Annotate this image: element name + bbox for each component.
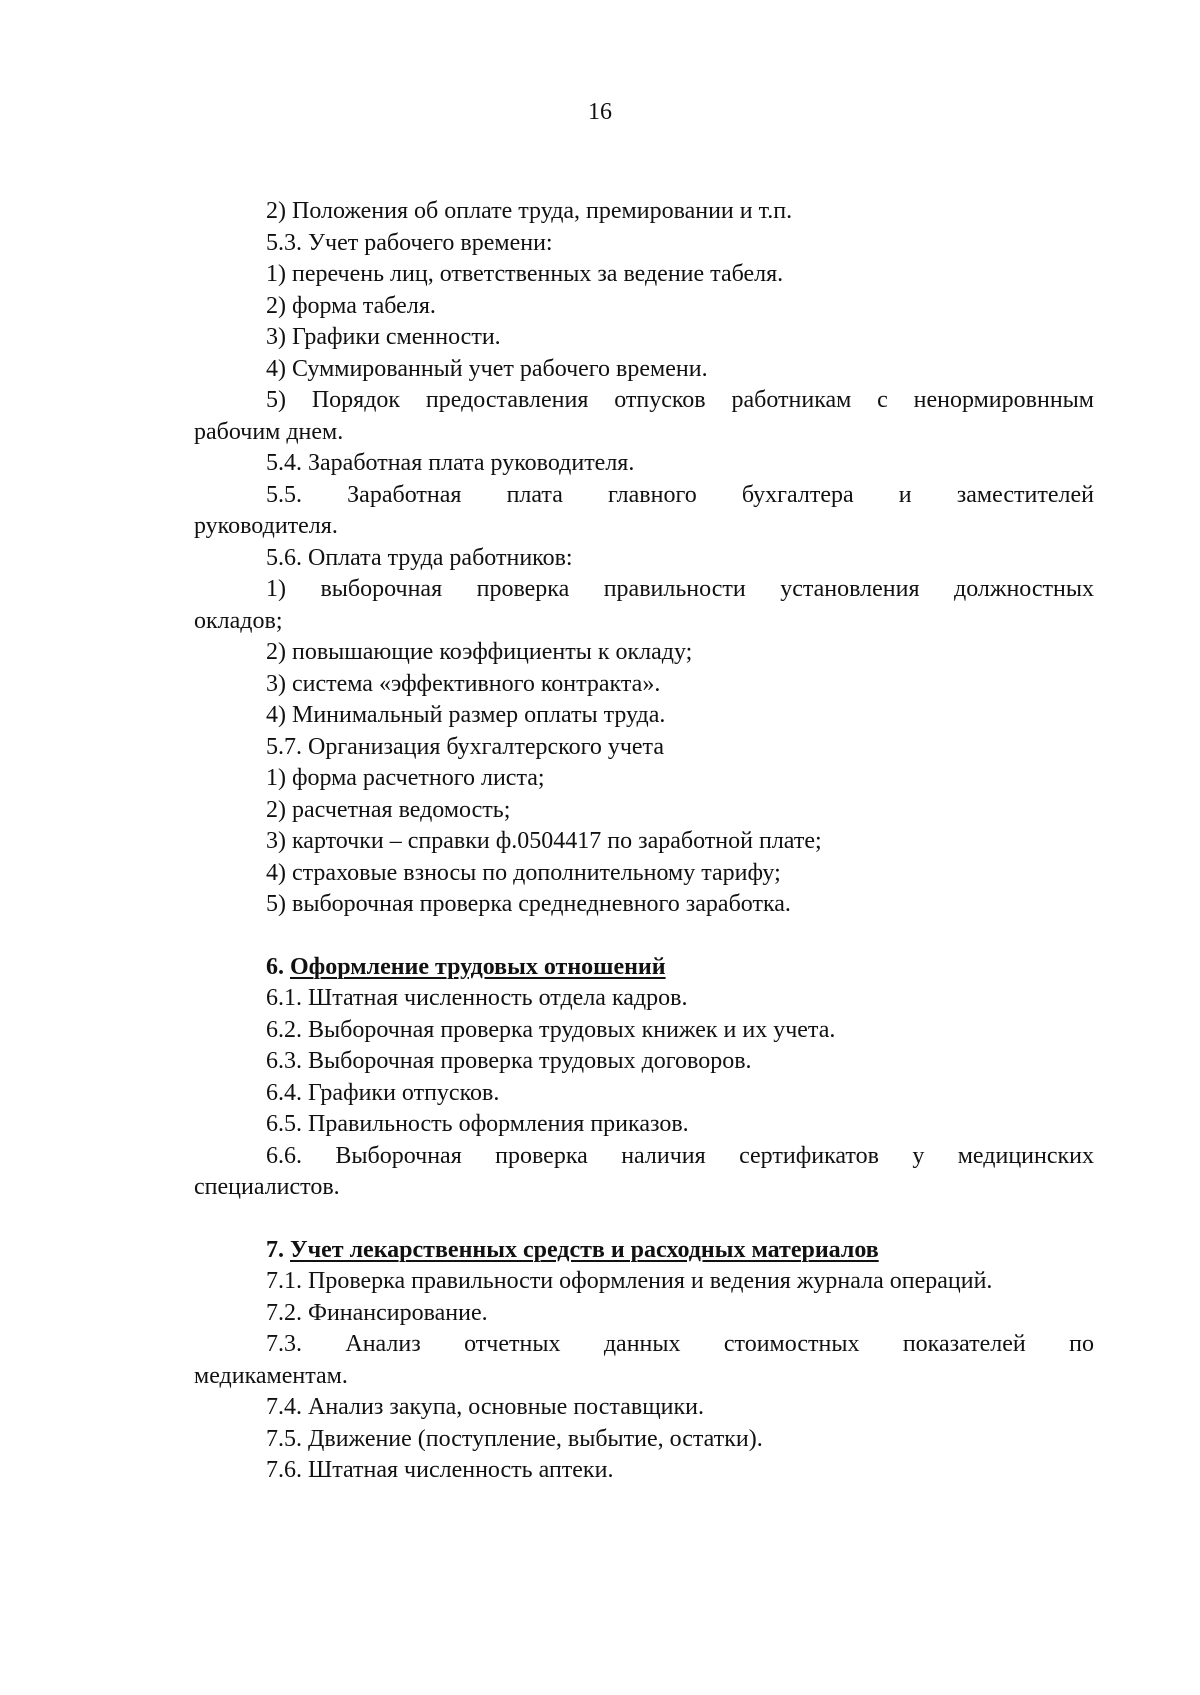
word: предоставления [425,387,589,413]
word: 5) [266,387,286,413]
list-item: 1) форма расчетного листа; [266,765,545,791]
word: Выборочная [335,1142,462,1169]
word: у [912,1142,925,1169]
word: проверка [476,576,570,602]
list-item: 2) расчетная ведомость; [266,796,511,823]
text-line: окладов; [194,607,283,634]
word: по [1069,1331,1094,1357]
word: 7.3. [266,1331,302,1357]
word: установления [780,576,920,602]
document-body [194,196,1094,1487]
list-item: 7.1. Проверка правильности оформления и ведения журнала операций. [266,1268,993,1294]
list-item: 4) страховые взносы по дополнительному тарифу; [266,859,781,886]
word: отпусков [614,387,706,413]
section-title: Учет лекарственных средств и расходных материалов [290,1236,879,1263]
word: с [877,387,888,413]
list-item: 4) Минимальный размер оплаты труда. [266,702,666,728]
list-item: 5) выборочная проверка среднедневного заработка. [266,891,791,917]
word: наличия [621,1142,706,1169]
word: выборочная [320,576,443,602]
word: бухгалтера [741,481,854,508]
subsection-heading [194,480,1094,512]
word: 1) [266,576,286,602]
subsection-heading: 5.3. Учет рабочего времени: [266,229,553,256]
section-number: 7. [266,1236,284,1263]
text-line: медикаментам. [194,1362,348,1389]
word: и [898,481,912,508]
list-item: 7.6. Штатная численность аптеки. [266,1457,614,1483]
word: Заработная [347,481,462,508]
word: стоимостных [723,1331,860,1357]
section-heading [194,952,1094,984]
word: Порядок [311,387,401,413]
spacer [194,1204,1094,1235]
list-item: 3) система «эффективного контракта». [266,670,661,697]
word: правильности [603,576,746,602]
word: показателей [902,1331,1026,1357]
word: ненормировнным [913,387,1094,413]
list-item: 7.4. Анализ закупа, основные поставщики. [266,1394,705,1420]
word: работникам [731,387,852,413]
section-number: 6. [266,953,284,980]
word: 5.5. [266,481,302,508]
list-item: 6.3. Выборочная проверка трудовых договоров. [266,1048,752,1074]
section-title: Оформление трудовых отношений [290,953,666,980]
text-line: руководителя. [194,513,338,539]
word: отчетных [464,1331,561,1357]
page-number: 16 [588,99,612,125]
list-item [194,1329,1094,1361]
list-item: 7.2. Финансирование. [266,1299,488,1326]
word: 6.6. [266,1142,302,1169]
word: сертификатов [739,1142,879,1169]
word: заместителей [956,481,1094,508]
list-item: 3) карточки – справки ф.0504417 по заработной плате; [266,828,822,854]
list-item: 4) Суммированный учет рабочего времени. [266,355,708,382]
list-item: 6.1. Штатная численность отдела кадров. [266,985,688,1011]
subsection-heading: 5.4. Заработная плата руководителя. [266,450,635,476]
list-item: 1) перечень лиц, ответственных за ведение табеля. [266,261,784,287]
text-line: специалистов. [194,1174,340,1200]
spacer [194,921,1094,952]
list-item: 6.2. Выборочная проверка трудовых книжек и их учета. [266,1016,836,1043]
list-item: 6.4. Графики отпусков. [266,1079,500,1106]
word: проверка [495,1142,588,1169]
list-item: 7.5. Движение (поступление, выбытие, остатки). [266,1425,763,1452]
text-line: 2) Положения об оплате труда, премировании и т.п. [266,198,793,224]
list-item: 3) Графики сменности. [266,324,501,350]
word: должностных [953,576,1094,602]
word: медицинских [957,1142,1094,1169]
word: плата [506,481,563,508]
subsection-heading: 5.6. Оплата труда работников: [266,544,573,571]
list-item [194,1141,1094,1173]
word: главного [608,481,697,508]
list-item: 2) повышающие коэффициенты к окладу; [266,639,693,665]
section-heading [194,1235,1094,1267]
list-item [194,385,1094,417]
list-item: 6.5. Правильность оформления приказов. [266,1111,689,1137]
list-item [194,574,1094,606]
word: Анализ [345,1331,421,1357]
text-line: рабочим днем. [194,418,344,445]
word: данных [603,1331,681,1357]
subsection-heading: 5.7. Организация бухгалтерского учета [266,733,664,760]
list-item: 2) форма табеля. [266,292,436,319]
